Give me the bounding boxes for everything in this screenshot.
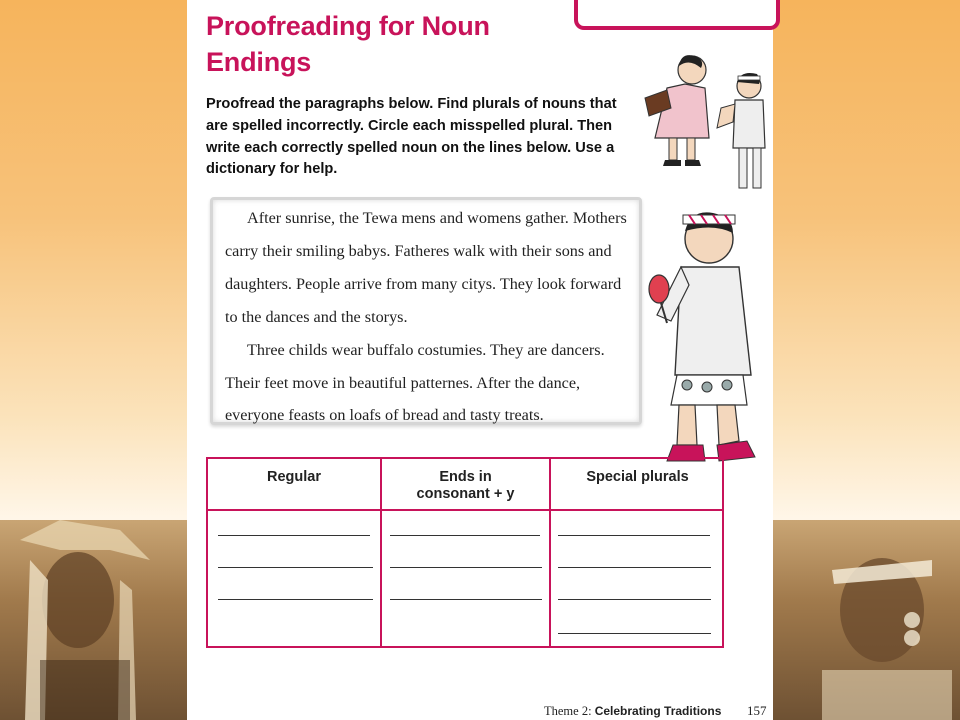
elder-photo-art — [772, 520, 960, 720]
answer-line-special-2[interactable] — [558, 567, 711, 568]
page-footer — [544, 704, 721, 719]
header-divider — [208, 509, 722, 511]
header-special-plurals: Special plurals — [586, 469, 689, 485]
answer-line-regular-3[interactable] — [218, 599, 373, 600]
plural-sort-table — [206, 457, 724, 648]
boy-illustration — [717, 73, 765, 188]
workbook-page — [187, 0, 773, 720]
answer-line-consonant-y-1[interactable] — [390, 535, 540, 536]
passage-paragraph-1: After sunrise, the Tewa mens and womens gather. Mothers carry their smiling babys. Fatheres walk with their sons and daughters. People arrive from many citys. They look forward to the dances and the storys. — [225, 209, 627, 326]
passage-paragraph-2: Three childs wear buffalo costumies. They are dancers. Their feet move in beautiful patternes. After the dance, everyone feasts on loafs of bread and tasty treats. — [225, 340, 605, 425]
children-illustration — [637, 48, 773, 198]
header-regular: Regular — [267, 469, 321, 485]
header-tab-box — [574, 0, 780, 30]
answer-line-special-1[interactable] — [558, 535, 710, 536]
title-line-1: Proofreading for Noun — [206, 11, 490, 41]
page-title — [206, 8, 556, 80]
reading-passage — [210, 197, 642, 425]
elder-photo — [772, 520, 960, 720]
footer-theme: Theme 2: — [544, 704, 592, 718]
answer-line-special-3[interactable] — [558, 599, 711, 600]
answer-line-special-4[interactable] — [558, 633, 711, 634]
answer-line-regular-1[interactable] — [218, 535, 370, 536]
girl-illustration — [645, 55, 709, 166]
header-consonant-y: Ends in consonant + y — [416, 469, 515, 502]
page-number: 157 — [747, 703, 767, 718]
answer-line-regular-2[interactable] — [218, 567, 373, 568]
title-line-2: Endings — [206, 47, 312, 77]
answer-line-consonant-y-3[interactable] — [390, 599, 542, 600]
instructions: Proofread the paragraphs below. Find plurals of nouns that are spelled incorrectly. Circle each misspelled plural. Then write each correctly spelled noun on the lines below. Use a dictionary for help. — [206, 96, 617, 178]
native-dancer-photo — [0, 520, 187, 720]
answer-line-consonant-y-2[interactable] — [390, 567, 542, 568]
footer-theme-title: Celebrating Traditions — [594, 704, 722, 718]
column-divider — [549, 459, 551, 646]
native-dancer-photo-art — [0, 520, 187, 720]
dancer-with-rattle-illustration — [647, 205, 773, 480]
